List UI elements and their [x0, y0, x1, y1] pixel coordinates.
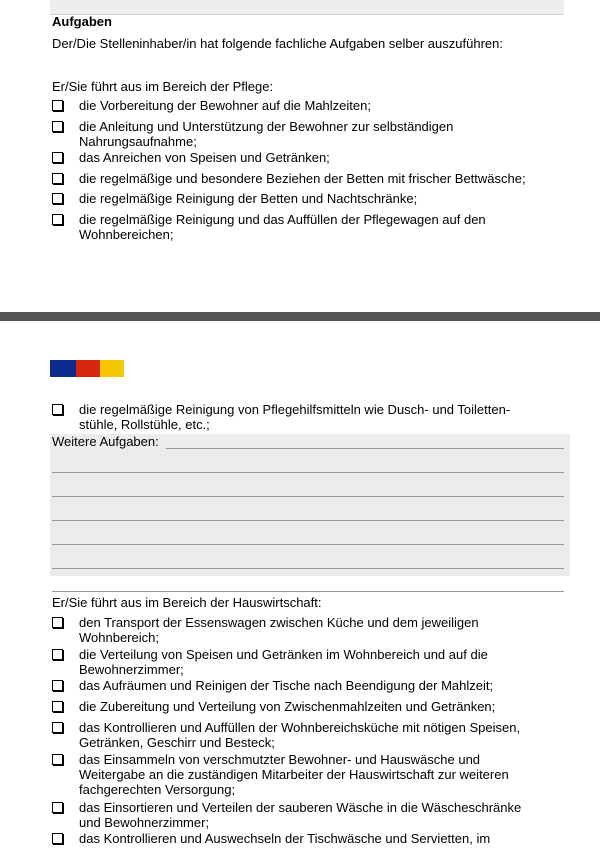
care-intro-text: Er/Sie führt aus im Bereich der Pflege:: [52, 79, 274, 94]
fill-line: [52, 568, 564, 569]
logo-yellow-block: [100, 360, 124, 377]
fill-line: [52, 591, 564, 592]
checkbox-icon: [52, 802, 63, 813]
further-tasks-label: Weitere Aufgaben:: [52, 434, 159, 449]
checkbox-icon: [52, 404, 63, 415]
logo-blue-block: [50, 360, 76, 377]
checkbox-icon: [52, 649, 63, 660]
checkbox-icon: [52, 214, 63, 225]
fill-line: [52, 496, 564, 497]
logo-red-block: [76, 360, 100, 377]
checkbox-icon: [52, 173, 63, 184]
header-rule: [50, 0, 564, 15]
document-page-bottom: die regelmäßige Reinigung von Pflegehilfsmitteln wie Dusch- und Toiletten- stühle, Rollstühle, etc.; Weitere Aufgaben: Er/Sie führt aus im Bereich der Hauswirtschaft: den Transport der Essenswagen zwischen Küche und dem jeweiligen Wohnbereich; die Verteilung von Speisen und Getränken im Wohnbereich und auf die Bewohnerzimmer; das Aufräumen und Reinigen der Tische nach Beendigung der Mahlzeit; die Zubereitung und Verteilung von Zwischenmahlzeiten und Getränken; das Kontrollieren und Auffüllen der Wohnbereichsküche mit nötigen Speisen, Getränken, Geschirr und Besteck; das Einsammeln von verschmutzter Bewohner- und Hauswäsche und Weitergabe an die zuständigen Mitarbeiter der Hauswirtschaft zur weiteren fachgerechten Versorgung; das Einsortieren und Verteilen der sauberen Wäsche in die Wäscheschränke und Bewohnerzimmer; das Kontrollieren und Auswechseln der Tischwäsche und Servietten, im: [0, 321, 600, 850]
checkbox-icon: [52, 722, 63, 733]
fill-line: [52, 472, 564, 473]
fill-line: [52, 520, 564, 521]
document-page-top: Aufgaben Der/Die Stelleninhaber/in hat folgende fachliche Aufgaben selber auszuführen: Er/Sie führt aus im Bereich der Pflege: die Vorbereitung der Bewohner auf die Mahlzeiten; die Anleitung und Unterstützung der Bewohner zur selbständigen Nahrungsaufnahme; das Anreichen von Speisen und Getränken; die regelmäßige und besondere Beziehen der Betten mit frischer Bettwäsche; die regelmäßige Reinigung der Betten und Nachtschränke; die regelmäßige Reinigung und das Auffüllen der Pflegewagen auf den Wohnbereichen;: [0, 0, 600, 312]
fill-line: [52, 544, 564, 545]
checkbox-icon: [52, 100, 63, 111]
further-tasks-field[interactable]: [50, 434, 570, 576]
fill-line: [166, 448, 564, 449]
page-separator: [0, 312, 600, 321]
company-logo: [50, 360, 124, 377]
checkbox-icon: [52, 833, 63, 844]
checkbox-icon: [52, 152, 63, 163]
checkbox-icon: [52, 121, 63, 132]
intro-text: Der/Die Stelleninhaber/in hat folgende fachliche Aufgaben selber auszuführen:: [52, 36, 503, 51]
checkbox-icon: [52, 701, 63, 712]
housekeeping-intro-text: Er/Sie führt aus im Bereich der Hauswirtschaft:: [52, 595, 322, 610]
section-heading: Aufgaben: [52, 14, 112, 29]
checkbox-icon: [52, 193, 63, 204]
checkbox-icon: [52, 754, 63, 765]
checkbox-icon: [52, 617, 63, 628]
checkbox-icon: [52, 680, 63, 691]
